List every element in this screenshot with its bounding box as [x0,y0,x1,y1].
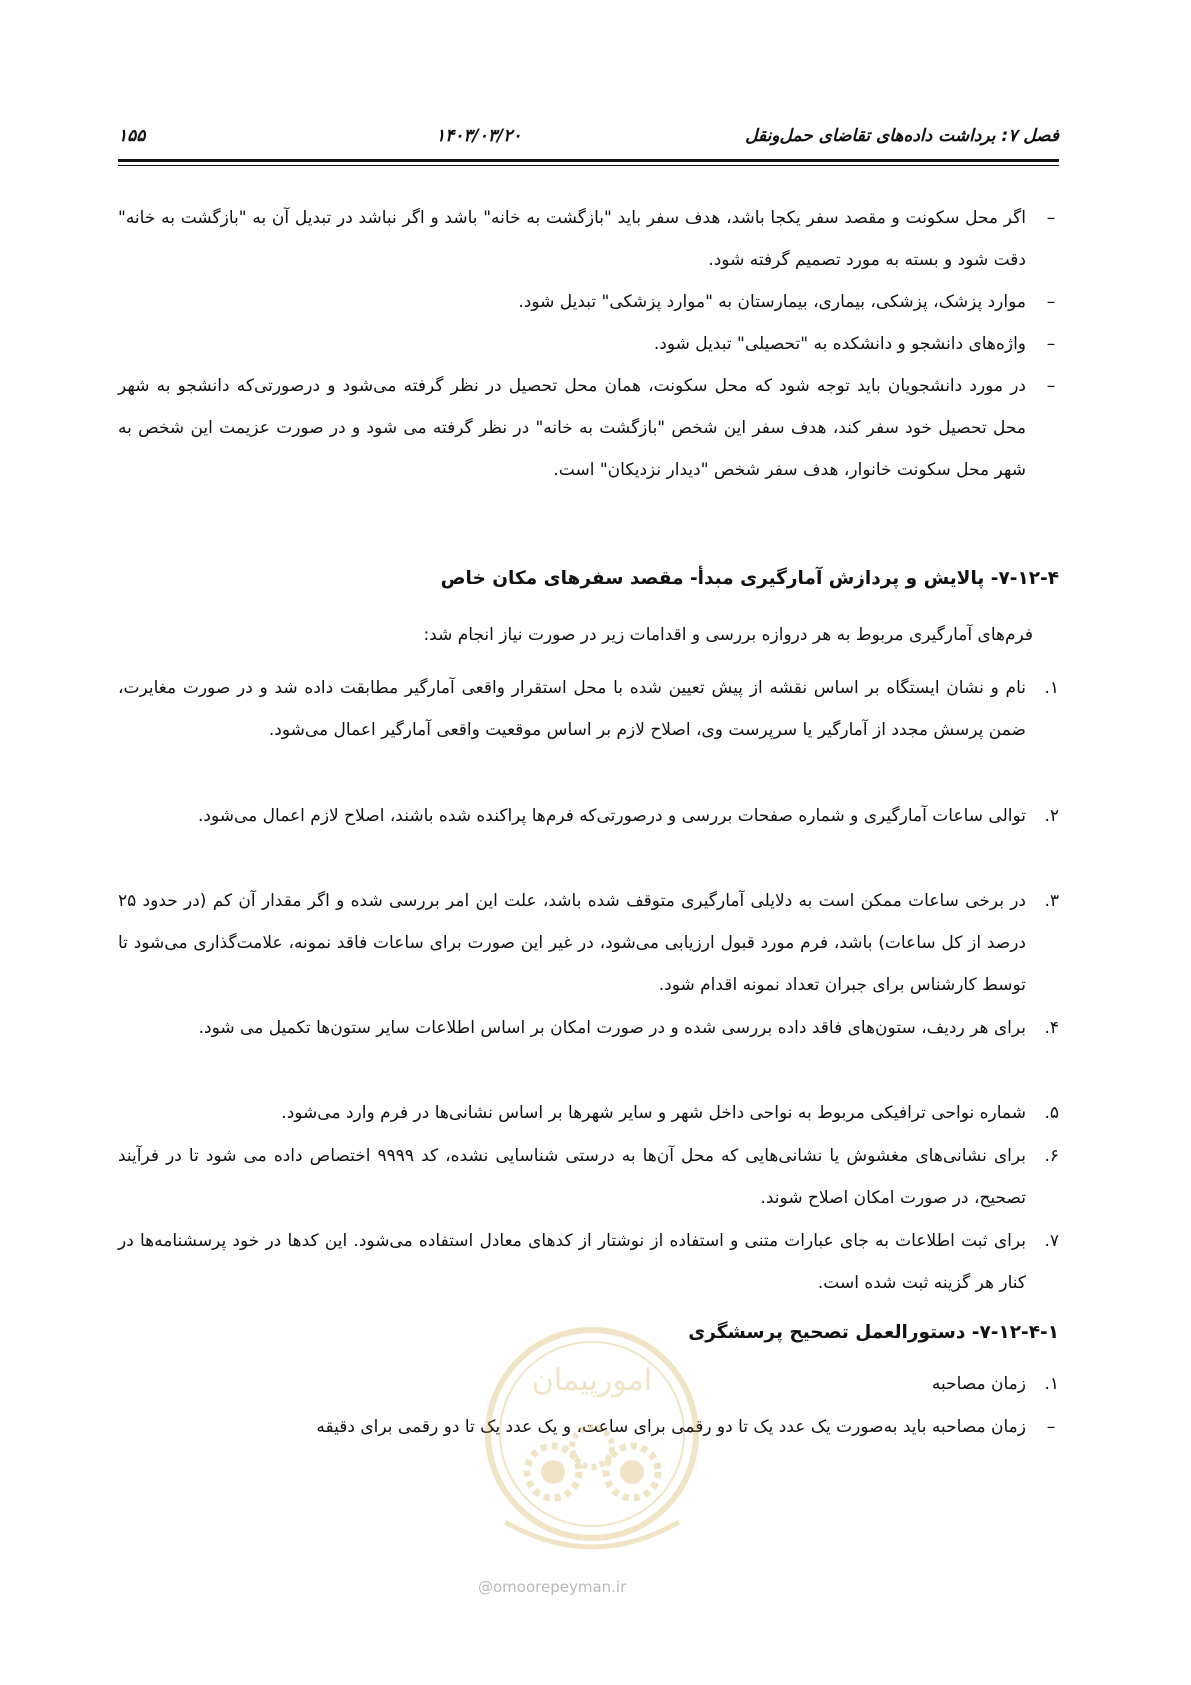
item-number: ۷. [1044,1231,1059,1251]
header-rule-thin [118,165,1059,166]
bullet-dash: – [1046,1417,1056,1437]
bullet-text: اگر محل سکونت و مقصد سفر یکجا باشد، هدف سفر باید "بازگشت به خانه" باشد و اگر نباشد در تبدیل آن به "بازگشت به خانه" دقت شود و بسته به مورد تصمیم گرفته شود. [118,208,1026,270]
bullet-dash: – [1046,292,1056,312]
section-intro: فرم‌های آمارگیری مربوط به هر دروازه بررسی و اقدامات زیر در صورت نیاز انجام شد: [423,625,1033,645]
numbered-item [118,1220,1059,1304]
item-text: برای هر ردیف، ستون‌های فاقد داده بررسی شده و در صورت امکان بر اساس اطلاعات سایر ستون‌ها تکمیل می شود. [198,1018,1026,1038]
numbered-item [118,1363,1059,1405]
page-number: ۱۵۵ [118,126,146,146]
numbered-item [118,880,1059,1006]
item-number: ۲. [1044,806,1059,826]
bullet-text: در مورد دانشجویان باید توجه شود که محل سکونت، همان محل تحصیل در نظر گرفته می‌شود و درصورتی‌که دانشجو به شهر محل تحصیل خود سفر کند، هدف سفر این شخص "بازگشت به خانه" در نظر گرفته می شود و در صورت عزیمت این شخص به شهر محل سکونت خانوار، هدف سفر شخص "دیدار نزدیکان" است. [118,376,1026,480]
numbered-item [118,795,1059,837]
watermark-url: @omoorepeyman.ir [478,1578,627,1596]
item-number: ۴. [1044,1018,1059,1038]
watermark-logo-text: امورپیمان [531,1363,653,1398]
item-text: نام و نشان ایستگاه بر اساس نقشه از پیش تعیین شده با محل استقرار واقعی آمارگیر مطابقت داده شد و در صورت مغایرت، ضمن پرسش مجدد از آمارگیر یا سرپرست وی، اصلاح لازم بر اساس موقعیت واقعی آمارگیر اعمال می‌شود. [118,678,1026,740]
item-number: ۳. [1044,891,1059,911]
bullet-item [118,281,1059,323]
numbered-item [118,667,1059,751]
item-number: ۱. [1044,1374,1059,1394]
bullet-text: موارد پزشک، پزشکی، بیماری، بیمارستان به "موارد پزشکی" تبدیل شود. [518,292,1026,312]
item-number: ۵. [1044,1103,1059,1123]
bullet-item [118,365,1059,491]
item-number: ۱. [1044,678,1059,698]
item-text: شماره نواحی ترافیکی مربوط به نواحی داخل شهر و سایر شهرها بر اساس نشانی‌ها در فرم وارد می‌شود. [281,1103,1026,1123]
subsection-heading: ۷-۱۲-۴-۱- دستورالعمل تصحیح پرسشگری [688,1322,1059,1343]
bullet-dash: – [1046,334,1056,354]
item-text: برای ثبت اطلاعات به جای عبارات متنی و استفاده از نوشتار از کدهای معادل استفاده می‌شود. این کدها در خود پرسشنامه‌ها در کنار هر گزینه ثبت شده است. [118,1231,1026,1293]
header-rule-thick [118,159,1059,162]
item-text: در برخی ساعات ممکن است به دلایلی آمارگیری متوقف شده باشد، علت این امر بررسی شده و اگر مقدار آن کم (در حدود ۲۵ درصد از کل ساعات) باشد، فرم مورد قبول ارزیابی می‌شود، در غیر این صورت برای ساعات فاقد نمونه، علامت‌گذاری می‌شود تا توسط کارشناس برای جبران تعداد نمونه اقدام شود. [118,891,1026,995]
chapter-title: فصل ۷: برداشت داده‌های تقاضای حمل‌ونقل [745,126,1059,146]
header-date: ۱۴۰۳/۰۳/۲۰ [436,126,522,146]
item-text: برای نشانی‌های مغشوش یا نشانی‌هایی که محل آن‌ها به درستی شناسایی نشده، کد ۹۹۹۹ اختصاص داده می شود تا در فرآیند تصحیح، در صورت امکان اصلاح شوند. [118,1146,1026,1208]
bullet-text: واژه‌های دانشجو و دانشکده به "تحصیلی" تبدیل شود. [653,334,1026,354]
numbered-item [118,1007,1059,1049]
bullet-item [118,1406,1059,1448]
item-text: توالی ساعات آمارگیری و شماره صفحات بررسی و درصورتی‌که فرم‌ها پراکنده شده باشند، اصلاح لازم اعمال می‌شود. [198,806,1026,826]
numbered-item [118,1135,1059,1219]
bullet-dash: – [1046,376,1056,396]
numbered-item [118,1092,1059,1134]
bullet-dash: – [1046,208,1056,228]
section-heading: ۷-۱۲-۴- پالایش و پردازش آمارگیری مبدأ- مقصد سفرهای مکان خاص [440,568,1059,589]
bullet-item [118,197,1059,281]
bullet-item [118,323,1059,365]
item-number: ۶. [1044,1146,1059,1166]
item-text: زمان مصاحبه [931,1374,1026,1394]
bullet-text: زمان مصاحبه باید به‌صورت یک عدد یک تا دو رقمی برای ساعت، و یک عدد یک تا دو رقمی برای دقیقه [316,1417,1026,1437]
